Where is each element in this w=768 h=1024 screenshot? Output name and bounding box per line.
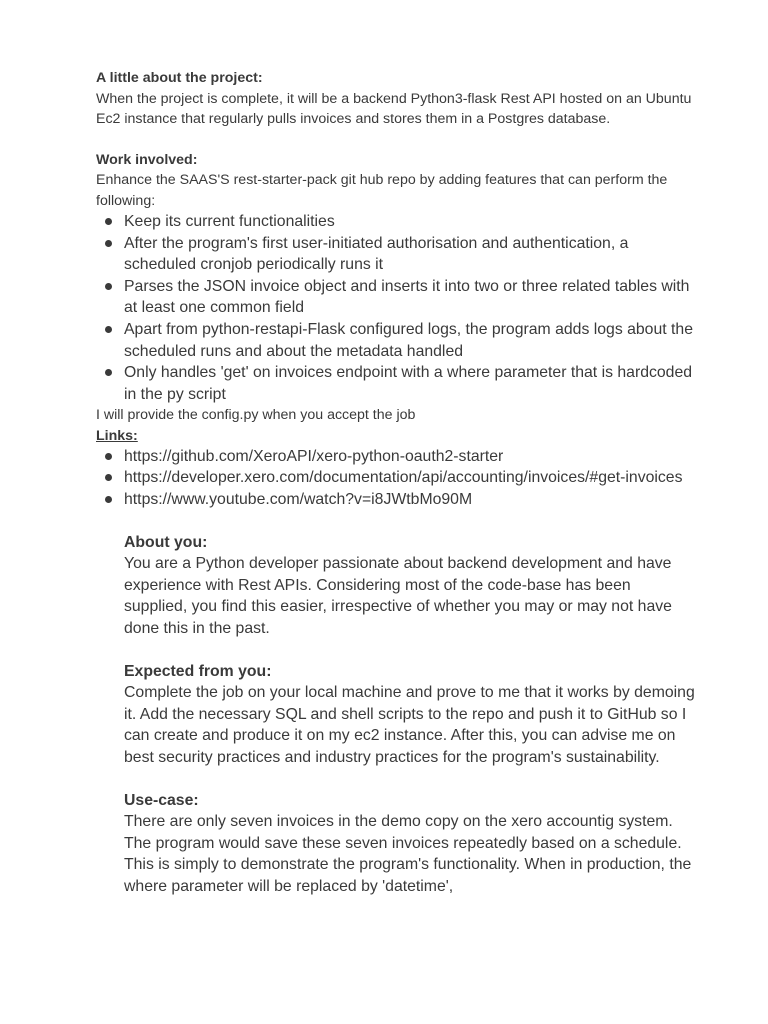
list-item: [96, 319, 696, 362]
expected-text: Complete the job on your local machine and prove to me that it works by demoing it. Add the necessary SQL and shell scripts to the repo and push it to GitHub so I can create and produce it on my ec2 instance. After this, you can advise me on best security practices and industry practices for the program's sustainability.: [124, 684, 695, 766]
list-item-text: Only handles 'get' on invoices endpoint with a where parameter that is hardcoded in the py script: [124, 364, 693, 403]
bullet-icon: [105, 218, 112, 225]
list-item: [96, 362, 696, 405]
document-page: [96, 68, 696, 898]
project-section: [96, 68, 696, 130]
list-item: [96, 276, 696, 319]
use-case-heading: Use-case:: [124, 791, 199, 809]
project-description: When the project is complete, it will be a backend Python3-flask Rest API hosted on an Ubuntu Ec2 instance that regularly pulls invoices and stores them in a Postgres database.: [96, 90, 692, 127]
link-xero-docs[interactable]: https://developer.xero.com/documentation/api/accounting/invoices/#get-invoices: [124, 469, 683, 487]
list-item: [96, 233, 696, 276]
about-you-section: [96, 532, 696, 640]
use-case-section: [96, 790, 696, 898]
expected-section: [96, 661, 696, 769]
about-you-text: You are a Python developer passionate about backend development and have experience with Rest APIs. Considering most of the code-base has been supplied, you find this easier, irrespective of whether you may or may not have done this in the past.: [124, 555, 672, 637]
config-note: I will provide the config.py when you accept the job: [96, 407, 416, 424]
project-heading: A little about the project:: [96, 70, 263, 86]
about-you-heading: About you:: [124, 533, 208, 551]
bullet-icon: [105, 369, 112, 376]
bullet-icon: [105, 496, 112, 503]
bullet-icon: [105, 240, 112, 247]
link-youtube[interactable]: https://www.youtube.com/watch?v=i8JWtbMo90M: [124, 491, 473, 509]
list-item: [96, 467, 696, 489]
links-list: [96, 446, 696, 511]
bullet-icon: [105, 326, 112, 333]
bullet-icon: [105, 474, 112, 481]
list-item-text: After the program's first user-initiated authorisation and authentication, a scheduled cronjob periodically runs it: [124, 234, 629, 274]
work-intro: Enhance the SAAS'S rest-starter-pack git hub repo by adding features that can perform the following:: [96, 172, 668, 209]
list-item: [96, 446, 696, 468]
list-item-text: Parses the JSON invoice object and inserts it into two or three related tables with at least one common field: [124, 277, 690, 317]
spacer: [96, 640, 696, 661]
work-section: [96, 150, 696, 426]
links-heading: Links:: [96, 427, 138, 444]
links-section: [96, 426, 696, 511]
expected-heading: Expected from you:: [124, 662, 272, 680]
bullet-icon: [105, 283, 112, 290]
spacer: [96, 769, 696, 790]
spacer: [96, 511, 696, 532]
spacer: [96, 130, 696, 150]
work-heading: Work involved:: [96, 151, 198, 168]
list-item: [96, 489, 696, 511]
list-item-text: Keep its current functionalities: [124, 213, 335, 230]
use-case-text: There are only seven invoices in the demo copy on the xero accountig system. The program would save these seven invoices repeatedly based on a schedule. This is simply to demonstrate the program's functionality. When in production, the where parameter will be replaced by 'datetime',: [124, 813, 692, 895]
list-item-text: Apart from python-restapi-Flask configured logs, the program adds logs about the scheduled runs and about the metadata handled: [124, 320, 693, 360]
list-item: [96, 211, 696, 233]
link-github[interactable]: https://github.com/XeroAPI/xero-python-oauth2-starter: [124, 447, 504, 465]
bullet-icon: [105, 453, 112, 460]
work-list: [96, 211, 696, 405]
